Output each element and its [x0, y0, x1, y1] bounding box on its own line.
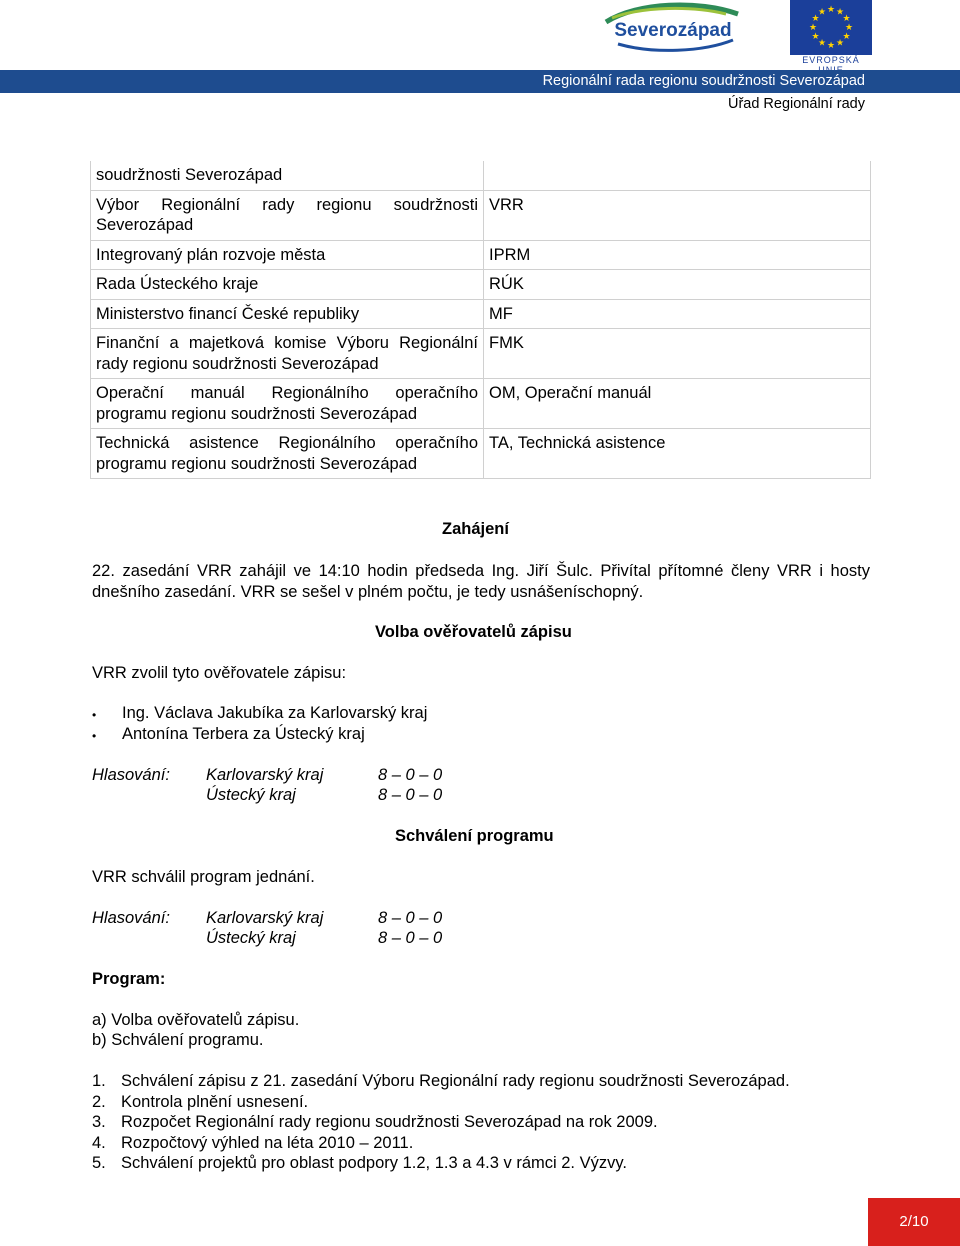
- bullet-icon: •: [92, 708, 97, 722]
- abbr-short: RÚK: [484, 270, 871, 300]
- program-numbered-list: [92, 1071, 872, 1174]
- abbr-short: [484, 161, 871, 190]
- svg-text:★: ★: [842, 14, 851, 24]
- svg-text:★: ★: [835, 38, 845, 49]
- table-row: [91, 429, 871, 479]
- table-row: [91, 161, 871, 190]
- svg-text:★: ★: [826, 41, 836, 51]
- vote-result: 8 – 0 – 0: [378, 786, 443, 804]
- abbr-short: FMK: [484, 329, 871, 379]
- severozapad-logo: [598, 0, 748, 58]
- list-item: 1. Schválení zápisu z 21. zasedání Výboru Regionální rady regionu soudržnosti Severozápad.: [92, 1072, 790, 1090]
- overovatele-heading: Volba ověřovatelů zápisu: [375, 623, 572, 641]
- list-item: 2. Kontrola plnění usnesení.: [92, 1092, 309, 1111]
- svg-text:★: ★: [817, 7, 827, 18]
- vote-region: Karlovarský kraj: [206, 766, 324, 784]
- table-row: [91, 270, 871, 300]
- abbr-short: VRR: [484, 190, 871, 240]
- list-item: • Ing. Václava Jakubíka za Karlovarský kraj: [92, 703, 692, 724]
- svg-text:★: ★: [826, 5, 836, 15]
- program-approval-text: VRR schválil program jednání.: [92, 868, 315, 886]
- vote-result: 8 – 0 – 0: [378, 929, 443, 947]
- page-number: 2/10: [868, 1198, 960, 1246]
- overovatele-list: [92, 703, 692, 744]
- abbr-short: MF: [484, 299, 871, 329]
- abbr-full-name: Technická asistence Regionálního operačního programu regionu soudržnosti Severozápad: [91, 429, 484, 479]
- program-approval-heading: Schválení programu: [395, 827, 554, 845]
- svg-text:★: ★: [835, 7, 845, 18]
- logo-text: Severozápad: [614, 20, 732, 41]
- svg-text:★: ★: [811, 14, 820, 24]
- eu-flag: [790, 0, 872, 55]
- abbr-short: OM, Operační manuál: [484, 379, 871, 429]
- abbr-full-name: Výbor Regionální rady regionu soudržnosti Severozápad: [91, 190, 484, 240]
- table-row: [91, 240, 871, 270]
- vote-label: Hlasování:: [92, 766, 170, 784]
- vote-result: 8 – 0 – 0: [378, 766, 443, 784]
- vote-region: Karlovarský kraj: [206, 909, 324, 927]
- zahajeni-heading: Zahájení: [442, 520, 509, 538]
- list-item: • Antonína Terbera za Ústecký kraj: [92, 724, 692, 745]
- abbr-full-name: Operační manuál Regionálního operačního programu regionu soudržnosti Severozápad: [91, 379, 484, 429]
- svg-text:★: ★: [844, 23, 854, 33]
- abbr-full-name: Finanční a majetková komise Výboru Regionální rady regionu soudržnosti Severozápad: [91, 329, 484, 379]
- abbr-short: IPRM: [484, 240, 871, 270]
- abbr-full-name: Ministerstvo financí České republiky: [91, 299, 484, 329]
- abbr-full-name: Rada Ústeckého kraje: [91, 270, 484, 300]
- program-letter-item: b) Schválení programu.: [92, 1031, 264, 1049]
- header-band: [0, 70, 960, 93]
- vote-result: 8 – 0 – 0: [378, 909, 443, 927]
- svg-text:★: ★: [811, 32, 820, 42]
- abbreviation-table: [90, 161, 871, 479]
- list-item: 5. Schválení projektů pro oblast podpory 1.2, 1.3 a 4.3 v rámci 2. Výzvy.: [92, 1154, 627, 1172]
- abbr-full-name: Integrovaný plán rozvoje města: [91, 240, 484, 270]
- overovatele-intro: VRR zvolil tyto ověřovatele zápisu:: [92, 664, 347, 682]
- table-row: [91, 379, 871, 429]
- program-heading: Program:: [92, 970, 166, 988]
- table-row: [91, 299, 871, 329]
- abbr-full-name: soudržnosti Severozápad: [91, 161, 484, 190]
- svg-text:★: ★: [817, 38, 827, 49]
- program-letter-item: a) Volba ověřovatelů zápisu.: [92, 1011, 300, 1029]
- svg-text:★: ★: [808, 23, 818, 33]
- vote-region: Ústecký kraj: [206, 929, 296, 947]
- zahajeni-text: 22. zasedání VRR zahájil ve 14:10 hodin předseda Ing. Jiří Šulc. Přivítal přítomné členy VRR i hosty dnešního zasedání. VRR se sešel v plném počtu, je tedy usnášeníschopný.: [92, 562, 870, 601]
- eu-label: EVROPSKÁ: [802, 55, 860, 65]
- svg-text:★: ★: [842, 32, 851, 42]
- list-item: 3. Rozpočet Regionální rady regionu soudržnosti Severozápad na rok 2009.: [92, 1113, 658, 1131]
- list-item: 4. Rozpočtový výhled na léta 2010 – 2011.: [92, 1133, 414, 1152]
- abbr-short: TA, Technická asistence: [484, 429, 871, 479]
- header-band-title: Regionální rada regionu soudržnosti Severozápad: [542, 73, 865, 89]
- vote-label: Hlasování:: [92, 909, 170, 927]
- table-row: [91, 190, 871, 240]
- vote-region: Ústecký kraj: [206, 786, 296, 804]
- office-name: Úřad Regionální rady: [727, 96, 865, 112]
- table-row: [91, 329, 871, 379]
- bullet-icon: •: [92, 728, 97, 743]
